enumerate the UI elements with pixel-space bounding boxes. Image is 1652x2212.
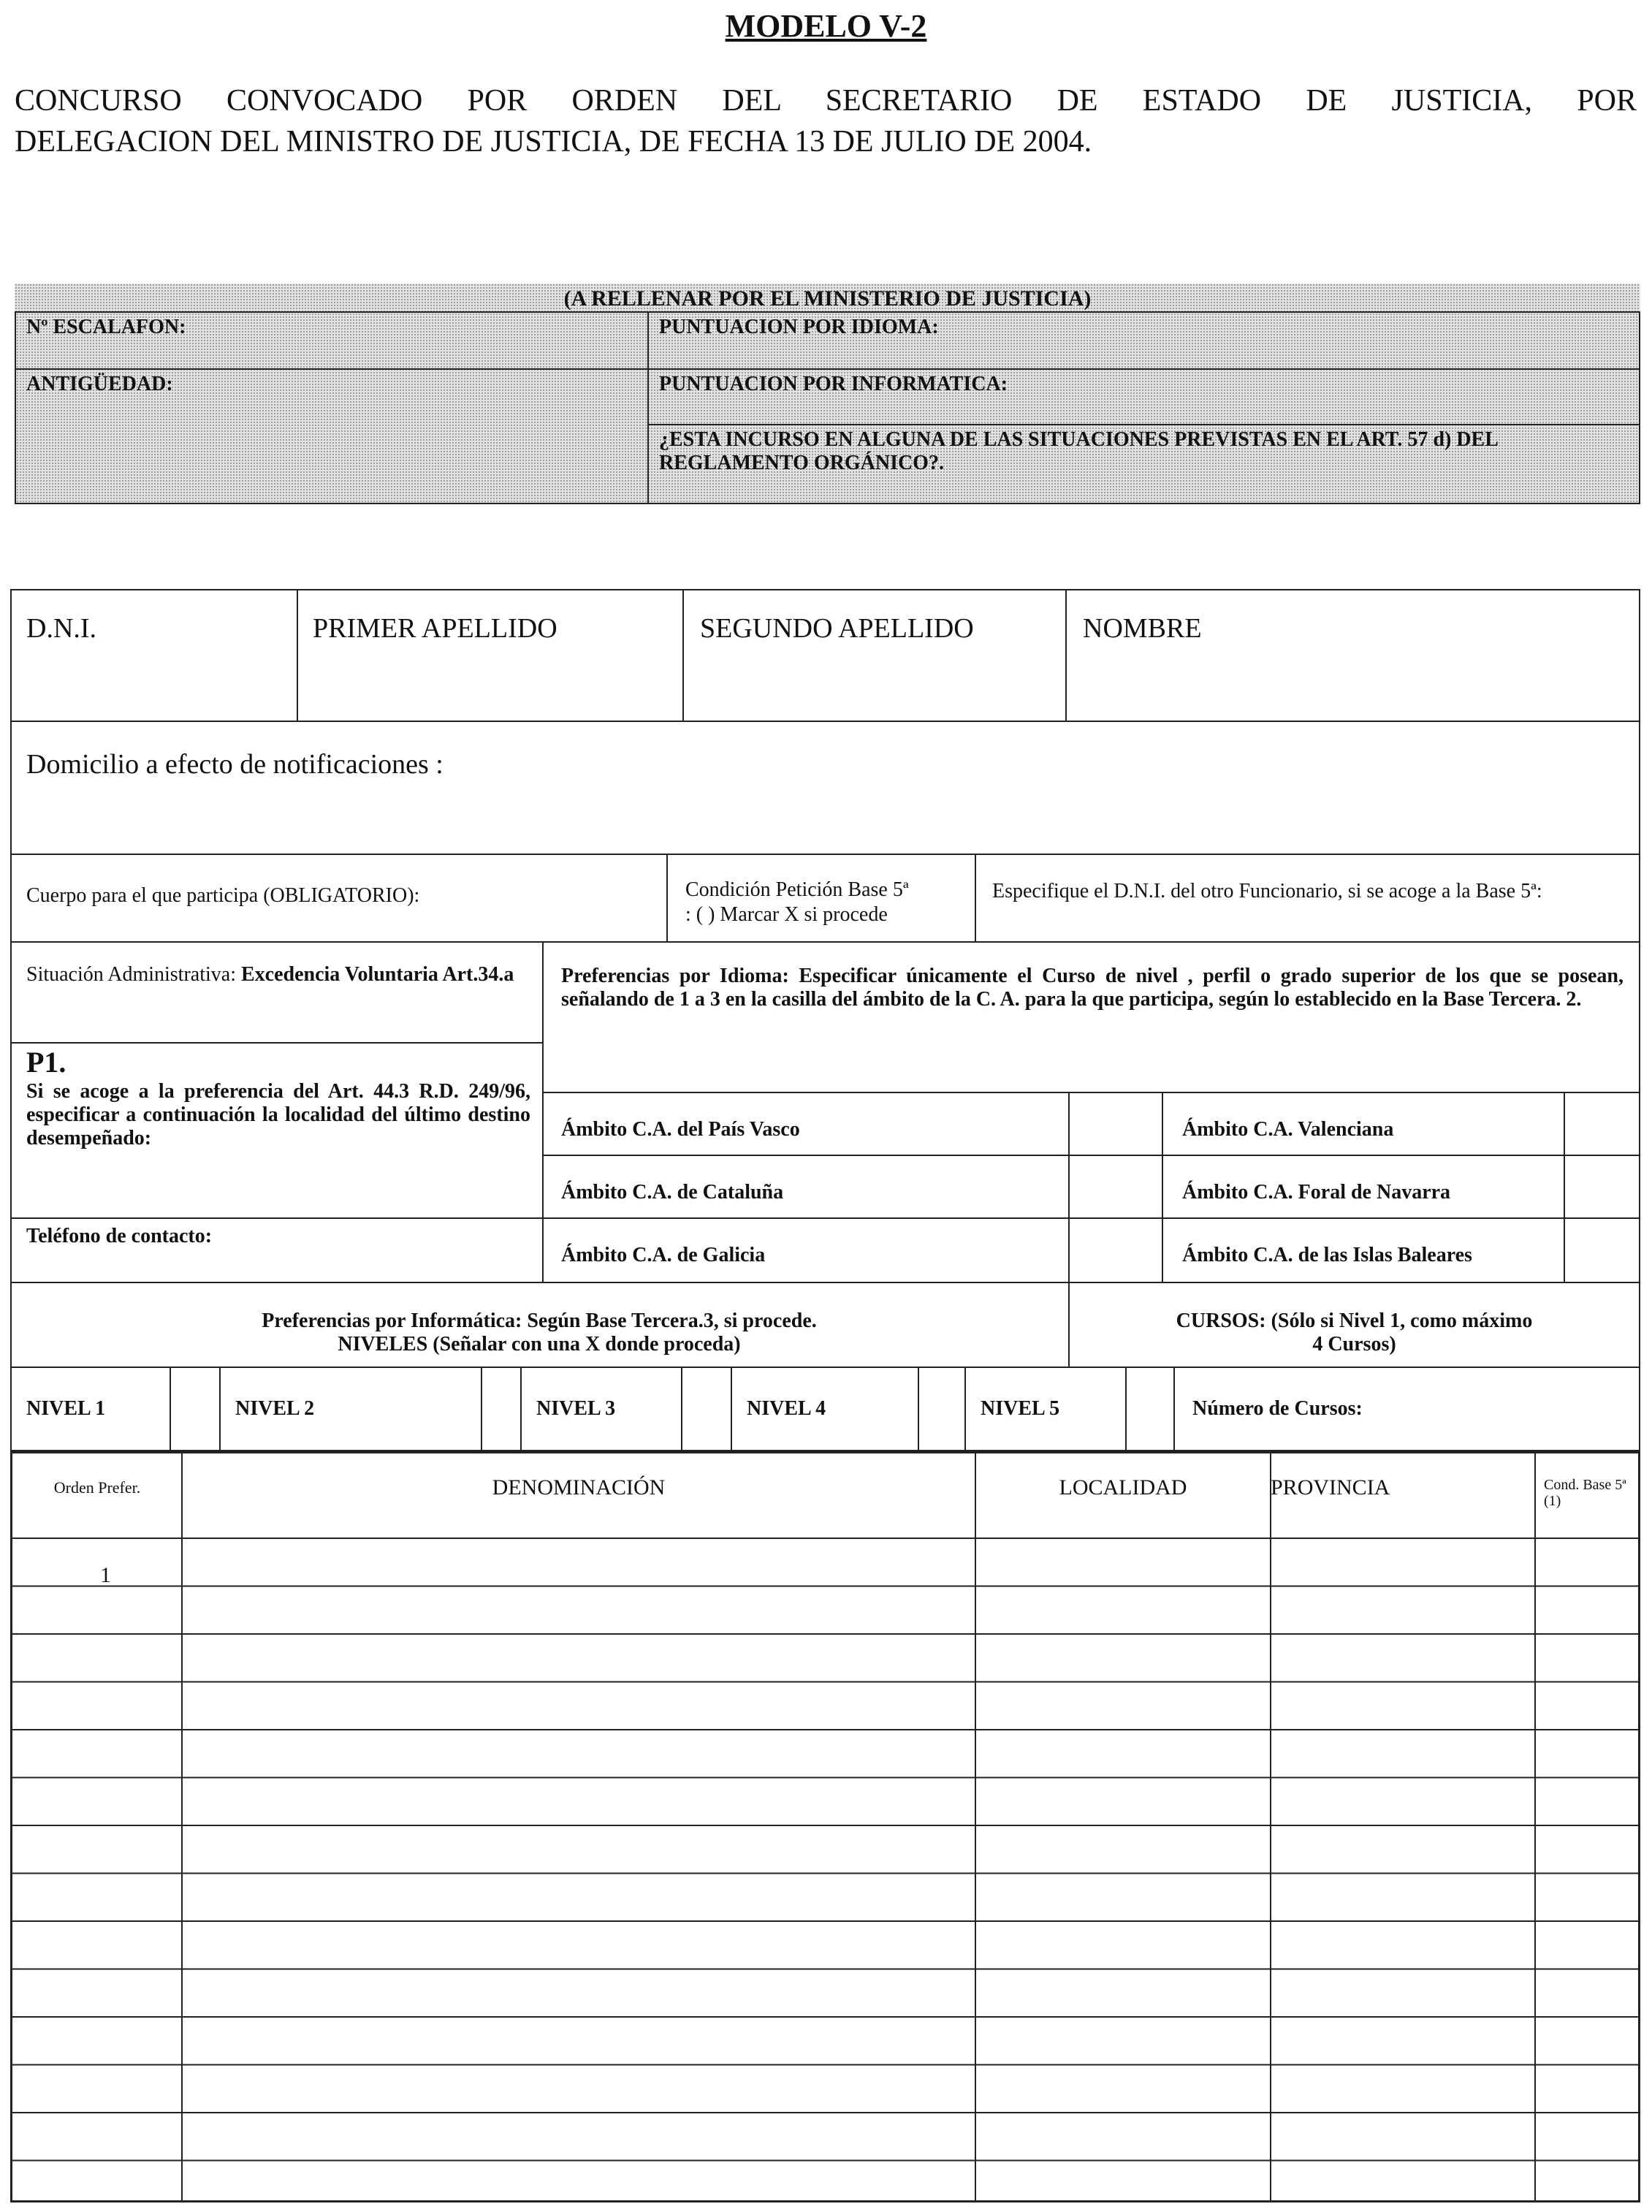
- idioma-instructions: Preferencias por Idioma: Especificar únicamente el Curso de nivel , perfil o grado superior de los que se posean, señalando de 1 a 3 en la casilla del ámbito de la C. A. para la que participa, según lo establecido en la Base Tercera. 2.: [561, 965, 1624, 1011]
- divider: [1065, 589, 1067, 722]
- nombre-field[interactable]: NOMBRE: [1083, 613, 1202, 644]
- divider: [682, 589, 684, 722]
- col-localidad-header: LOCALIDAD: [1059, 1475, 1187, 1500]
- divider: [481, 1367, 482, 1451]
- nivel-1-label: NIVEL 1: [26, 1397, 106, 1420]
- divider: [520, 1367, 522, 1451]
- col-denominacion-header: DENOMINACIÓN: [492, 1475, 666, 1500]
- incurso-field[interactable]: ¿ESTA INCURSO EN ALGUNA DE LAS SITUACIONES PREVISTAS EN EL ART. 57 d) DEL REGLAMENTO ORGÁNICO?.: [659, 428, 1498, 474]
- ambito-pais-vasco: Ámbito C.A. del País Vasco: [561, 1118, 800, 1141]
- divider: [1068, 1092, 1070, 1283]
- puntuacion-idioma-field[interactable]: PUNTUACION POR IDIOMA:: [659, 316, 939, 338]
- informatica-line-1: Preferencias por Informática: Según Base Tercera.3, si procede.: [262, 1310, 817, 1332]
- condicion-checkbox[interactable]: : ( ) Marcar X si procede: [685, 903, 888, 926]
- preferences-table: [10, 1451, 1640, 2203]
- ambito-cataluna: Ámbito C.A. de Cataluña: [561, 1181, 784, 1204]
- nivel-2-label: NIVEL 2: [235, 1397, 315, 1420]
- divider: [731, 1367, 732, 1451]
- divider: [542, 941, 544, 1283]
- divider: [10, 1217, 542, 1219]
- col-provincia-header: PROVINCIA: [1271, 1475, 1390, 1500]
- nivel-4-label: NIVEL 4: [747, 1397, 826, 1420]
- situacion-value: Excedencia Voluntaria Art.34.a: [240, 963, 514, 986]
- divider: [666, 854, 668, 943]
- puntuacion-informatica-field[interactable]: PUNTUACION POR INFORMATICA:: [659, 373, 1008, 395]
- page-title: MODELO V-2: [725, 8, 927, 44]
- antiguedad-field[interactable]: ANTIGÜEDAD:: [26, 373, 173, 395]
- divider: [1564, 1092, 1565, 1283]
- divider: [1162, 1092, 1163, 1283]
- divider: [1125, 1367, 1127, 1451]
- names-row: [10, 589, 1640, 722]
- divider: [918, 1367, 919, 1451]
- divider: [964, 1367, 966, 1451]
- intro-line-1: CONCURSO CONVOCADO POR ORDEN DEL SECRETARIO DE ESTADO DE JUSTICIA, POR: [15, 84, 1637, 118]
- nivel-3-label: NIVEL 3: [536, 1397, 616, 1420]
- intro-text: [15, 80, 1637, 162]
- divider: [219, 1367, 221, 1451]
- col-cond-header: Cond. Base 5ª (1): [1544, 1477, 1626, 1509]
- p1-heading: P1.: [26, 1046, 66, 1079]
- divider: [542, 1155, 1640, 1156]
- segundo-apellido-field[interactable]: SEGUNDO APELLIDO: [700, 613, 974, 644]
- p1-localidad-field[interactable]: Si se acoge a la preferencia del Art. 44.3 R.D. 249/96, especificar a continuación la localidad del último destino desempeñado:: [26, 1080, 530, 1149]
- cuerpo-field[interactable]: Cuerpo para el que participa (OBLIGATORIO):: [26, 884, 420, 907]
- col-orden-header: Orden Prefer.: [53, 1478, 141, 1497]
- primer-apellido-field[interactable]: PRIMER APELLIDO: [313, 613, 557, 644]
- divider: [542, 1217, 1640, 1219]
- cursos-line-2: 4 Cursos): [1312, 1333, 1396, 1356]
- table-grid: [12, 1453, 1638, 2200]
- numero-cursos-field[interactable]: Número de Cursos:: [1192, 1397, 1363, 1420]
- especifique-dni-field[interactable]: Especifique el D.N.I. del otro Funcionario, si se acoge a la Base 5ª:: [992, 880, 1542, 902]
- intro-line-2: DELEGACION DEL MINISTRO DE JUSTICIA, DE FECHA 13 DE JULIO DE 2004.: [15, 125, 1092, 159]
- ministry-box-caption: (A RELLENAR POR EL MINISTERIO DE JUSTICIA): [15, 284, 1640, 311]
- divider: [542, 1092, 1640, 1093]
- situacion-label: Situación Administrativa:: [26, 963, 241, 986]
- divider: [10, 1042, 542, 1044]
- divider: [975, 854, 976, 943]
- cursos-line-1: CURSOS: (Sólo si Nivel 1, como máximo: [1176, 1310, 1533, 1332]
- ambito-galicia: Ámbito C.A. de Galicia: [561, 1244, 766, 1266]
- divider: [1173, 1367, 1175, 1451]
- divider: [297, 589, 298, 722]
- divider: [170, 1367, 171, 1451]
- informatica-line-2: NIVELES (Señalar con una X donde proceda): [338, 1333, 741, 1356]
- situacion-administrativa: [26, 963, 523, 987]
- condicion-label-1: Condición Petición Base 5ª: [685, 878, 909, 901]
- ambito-baleares: Ámbito C.A. de las Islas Baleares: [1182, 1244, 1472, 1266]
- divider: [681, 1367, 682, 1451]
- row-1-order: 1: [100, 1563, 111, 1587]
- ministry-box: [15, 311, 1640, 504]
- escalafon-field[interactable]: Nº ESCALAFON:: [26, 316, 186, 338]
- nivel-5-label: NIVEL 5: [981, 1397, 1060, 1420]
- dni-field[interactable]: D.N.I.: [26, 613, 97, 644]
- ambito-navarra: Ámbito C.A. Foral de Navarra: [1182, 1181, 1451, 1204]
- domicilio-field[interactable]: Domicilio a efecto de notificaciones :: [26, 749, 444, 780]
- telefono-field[interactable]: Teléfono de contacto:: [26, 1225, 213, 1247]
- domicilio-row: [10, 721, 1640, 855]
- ambito-valenciana: Ámbito C.A. Valenciana: [1182, 1118, 1394, 1141]
